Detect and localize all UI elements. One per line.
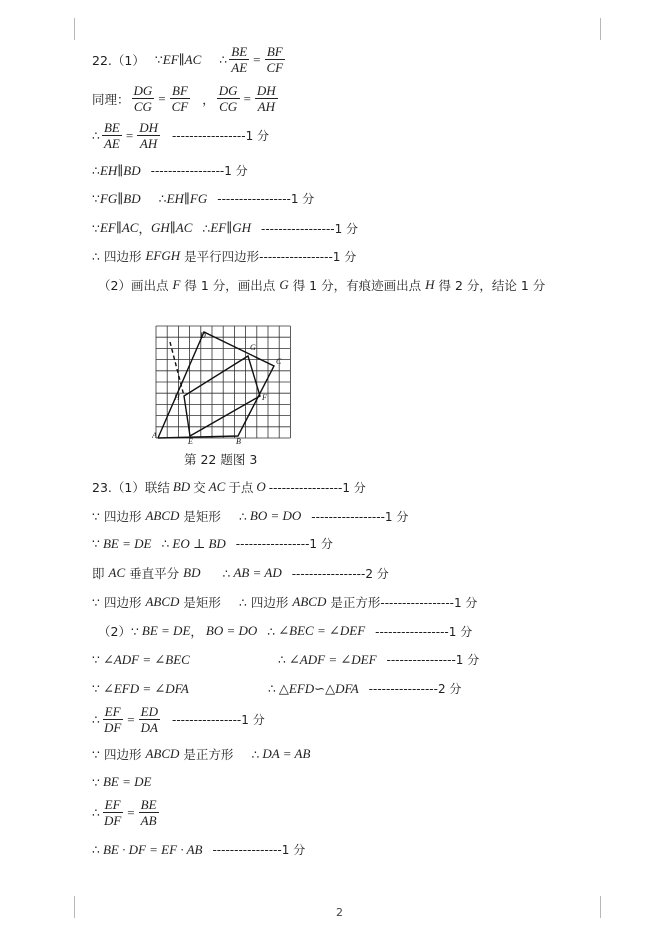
crop-mark-top-right: [600, 18, 601, 40]
q22-line-7: ∴ 四边形 EFGH 是平行四边形 -----------------1 分: [92, 248, 357, 264]
q23-line-4: 即 AC 垂直平分 BD ∴ AB = AD -----------------2 分: [92, 565, 389, 581]
q23-line-9: ∴ $\frac{EF}{DF}$ = $\frac{ED}{DA}$ ----------------1 分: [92, 704, 265, 735]
q22-line-6: ∵ EF∥AC ， GH∥AC ∴ EF∥GH -----------------1 分: [92, 220, 359, 236]
page-number: 2: [336, 906, 343, 919]
q23-line-1: 23.（1）联结 BD 交 AC 于点 O -----------------1 分: [92, 479, 366, 495]
q23-line-2: ∵ 四边形 ABCD 是矩形 ∴ BO = DO -----------------1 分: [92, 508, 409, 524]
fraction: $\frac{BF}{CF}$: [266, 44, 284, 75]
crop-mark-top-left: [74, 18, 75, 40]
fraction: $\frac{DH}{AH}$: [256, 83, 276, 114]
label-F: F: [262, 393, 267, 402]
q23-line-6: （2） ∵ BE = DE ， BO = DO ∴ ∠BEC = ∠DEF -----------------1 分: [98, 623, 473, 639]
q22-line-2: 同理： $\frac{DG}{CG}$ = $\frac{BF}{CF}$ ， $\frac{DG}{CG}$ = $\frac{DH}{AH}$: [92, 83, 276, 114]
fraction: $\frac{DG}{CG}$: [218, 83, 238, 114]
label-B: B: [236, 437, 241, 446]
grid-lines: [156, 326, 290, 438]
q22-part2-line: （2）画出点 F 得 1 分，画出点 G 得 1 分，有痕迹画出点 H 得 2 分，结论 1 分: [98, 277, 546, 293]
label-C: C: [276, 357, 282, 366]
q22-figure-grid: [152, 322, 294, 448]
q22-line-5: ∵ FG∥BD ∴ EH∥FG -----------------1 分: [92, 190, 315, 206]
fraction: $\frac{BE}{AE}$: [231, 44, 248, 75]
q23-line-5: ∵ 四边形 ABCD 是矩形 ∴ 四边形 ABCD 是正方形 -----------------1 分: [92, 594, 478, 610]
q23-line-11: ∵ BE = DE: [92, 774, 152, 790]
q23-line-12: ∴ $\frac{EF}{DF}$ = $\frac{BE}{AB}$: [92, 797, 157, 828]
fraction: $\frac{BF}{CF}$: [171, 83, 189, 114]
fraction: $\frac{BE}{AE}$: [103, 120, 120, 151]
label-A: A: [152, 431, 157, 440]
fraction: $\frac{ED}{DA}$: [140, 704, 158, 735]
q22-line-3: ∴ $\frac{BE}{AE}$ = $\frac{DH}{AH}$ -----------------1 分: [92, 120, 270, 151]
crop-mark-bottom-right: [600, 896, 601, 918]
q23-line-3: ∵ BE = DE ∴ EO ⊥ BD -----------------1 分: [92, 535, 333, 551]
fraction: $\frac{EF}{DF}$: [103, 797, 122, 828]
fraction: $\frac{DG}{CG}$: [133, 83, 153, 114]
label-G: G: [250, 343, 256, 352]
fraction: $\frac{DH}{AH}$: [139, 120, 158, 151]
q23-line-8: ∵ ∠EFD = ∠DFA ∴ △EFD∽△DFA ----------------2 分: [92, 680, 462, 696]
q23-line-10: ∵ 四边形 ABCD 是正方形 ∴ DA = AB: [92, 746, 311, 762]
figure-caption: 第 22 题图 3: [184, 452, 258, 467]
q22-line-4: ∴ EH∥BD -----------------1 分: [92, 162, 248, 178]
q23-line-7: ∵ ∠ADF = ∠BEC ∴ ∠ADF = ∠DEF ----------------1 分: [92, 651, 480, 667]
q23-line-13: ∴ BE · DF = EF · AB ----------------1 分: [92, 841, 306, 857]
label-H: H: [174, 393, 180, 402]
q22-line-1: 22.（1） ∵ EF∥AC ∴ $\frac{BE}{AE}$ = $\frac{BF}{CF}$: [92, 44, 284, 75]
label-D: D: [200, 331, 206, 340]
inner-parallelogram: [184, 356, 260, 436]
fraction: $\frac{BE}{AB}$: [140, 797, 157, 828]
label-E: E: [188, 437, 193, 446]
crop-mark-bottom-left: [74, 896, 75, 918]
fraction: $\frac{EF}{DF}$: [103, 704, 122, 735]
dashed-construction-line: [170, 342, 184, 396]
